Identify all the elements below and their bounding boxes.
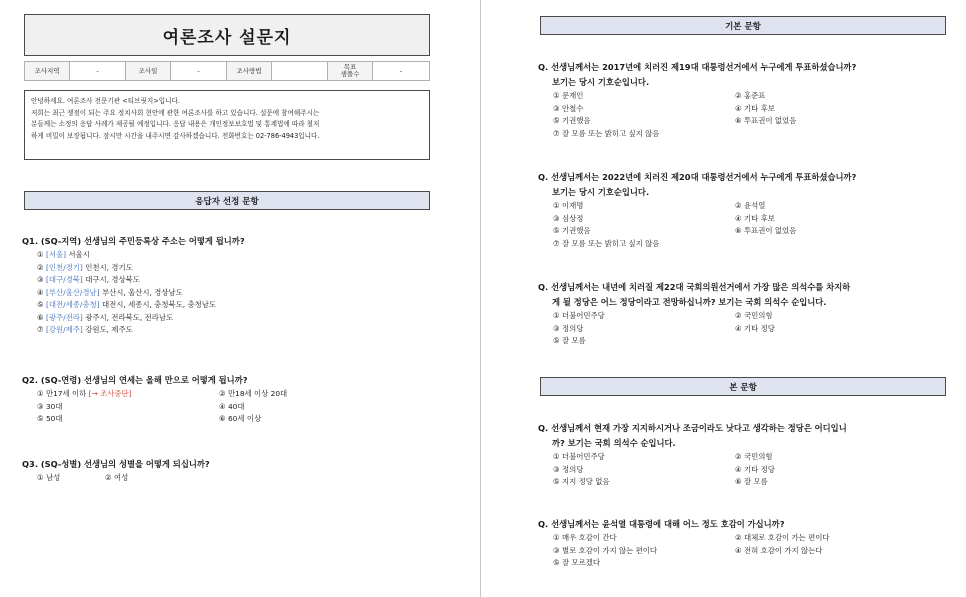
question-text: Q3. (SQ-성별) 선생님의 성별을 어떻게 되십니까? (22, 459, 210, 469)
survey-page-right (502, 0, 966, 597)
stop-survey-label: [→ 조사중단] (88, 389, 132, 398)
option-item: ③ 정의당 (553, 464, 584, 474)
option-item: ④ 기타 후보 (735, 103, 775, 113)
option-code: [강원/제주] (46, 325, 83, 334)
option-item: ⑦ 잘 모름 또는 밝히고 싶지 않음 (553, 128, 660, 138)
page-divider (480, 0, 481, 597)
section-header-screening (24, 191, 430, 210)
option-row (553, 532, 917, 545)
option-item: ④ 기타 후보 (735, 213, 775, 223)
option-item: ③ 30대 (37, 401, 63, 411)
option-row (553, 464, 917, 477)
option-item: ② 국민의힘 (735, 311, 773, 320)
survey-info-table (24, 61, 430, 81)
option-list (22, 249, 245, 337)
option-row (553, 310, 917, 323)
option-list (22, 472, 287, 485)
question-text: Q. 선생님께서는 2022년에 치러진 제20대 대통령선거에서 누구에게 투표하셨습니까? (538, 172, 857, 182)
intro-line: 안녕하세요. 여론조사 전문기관 <티브릿지>입니다. (31, 97, 180, 105)
option-item: ① 문재인 (553, 91, 584, 100)
question-text-cont: 보기는 당시 기호순입니다. (552, 187, 650, 197)
option-item: ⑥ 투표권이 없었음 (735, 116, 797, 125)
option-row (37, 401, 401, 414)
option-row (37, 413, 401, 426)
option-item: ② 국민의힘 (735, 452, 773, 461)
intro-line: 저희는 최근 쟁점이 되는 주요 정치사회 현안에 관한 여론조사를 하고 있습니다. 설문에 참여해주시는 (31, 108, 320, 117)
question-text-cont: 보기는 당시 기호순입니다. (552, 77, 650, 87)
option-row (553, 213, 917, 226)
option-item: ④ [부산/울산/경남] 부산시, 울산시, 경상남도 (37, 287, 183, 297)
option-row (553, 476, 917, 489)
option-item: ⑥ [광주/전라] 광주시, 전라북도, 전라남도 (37, 312, 174, 322)
option-code: [대구/경북] (46, 275, 83, 284)
info-label-sample-line2: 샘플수 (340, 70, 360, 78)
option-item: ⑤ [대전/세종/충청] 대전시, 세종시, 충청북도, 충청남도 (37, 300, 217, 309)
option-item: ② 윤석열 (735, 201, 766, 210)
question-q1 (22, 234, 245, 337)
info-label-date: 조사일 (126, 62, 171, 80)
option-code: [부산/울산/경남] (46, 287, 100, 297)
option-item: ⑤ 50대 (37, 414, 63, 423)
section-title: 기본 문항 (725, 21, 761, 32)
question-q3 (22, 457, 287, 485)
option-row (37, 388, 401, 401)
option-list (538, 90, 917, 140)
option-row (553, 200, 917, 213)
info-label-region: 조사지역 (25, 62, 70, 80)
option-item: ⑦ [강원/제주] 강원도, 제주도 (37, 325, 133, 334)
option-item: ④ 40대 (219, 401, 245, 411)
option-row (553, 103, 917, 116)
option-row (553, 225, 917, 238)
option-item: ③ 정의당 (553, 323, 584, 333)
option-item: ④ 기타 정당 (735, 464, 775, 474)
option-item: ① 만17세 이하 [→ 조사중단] (37, 389, 132, 398)
option-item: ① 더불어민주당 (553, 452, 605, 461)
option-item: ⑤ 지지 정당 없음 (553, 477, 610, 486)
info-label-method: 조사방법 (227, 62, 272, 80)
section-header-main (540, 377, 946, 396)
info-value-region: - (70, 62, 126, 80)
option-item: ⑥ 투표권이 없었음 (735, 226, 797, 235)
option-item: ③ 심상정 (553, 213, 584, 223)
question-text: Q2. (SQ-연령) 선생님의 연세는 올해 만으로 어떻게 됩니까? (22, 375, 248, 385)
section-header-basic (540, 16, 946, 35)
option-code: [서울] (46, 250, 67, 259)
question-text-cont: 까? 보기는 국회 의석수 순입니다. (552, 438, 676, 448)
question-president-favor (538, 517, 917, 570)
option-code: [인천/경기] (46, 262, 83, 272)
option-item: ④ 전혀 호감이 가지 않는다 (735, 545, 823, 555)
option-list (538, 310, 917, 348)
option-code: [대전/세종/충청] (46, 300, 100, 309)
option-list (22, 388, 401, 426)
section-title: 응답자 선정 문항 (195, 196, 259, 207)
info-value-sample: - (399, 66, 403, 75)
option-item: ⑥ 잘 모름 (735, 477, 768, 486)
option-list (538, 200, 917, 250)
question-q2 (22, 373, 401, 426)
question-text: Q. 선생님께서는 내년에 치러질 제22대 국회의원선거에서 가장 많은 의석수를 차지하 (538, 282, 851, 292)
question-text-cont: 게 될 정당은 어느 정당이라고 전망하십니까? 보기는 국회 의석수 순입니다. (552, 297, 827, 307)
survey-page-left (0, 0, 470, 597)
option-row (553, 115, 917, 128)
page-gutter (470, 0, 502, 597)
option-item: ② 만18세 이상 20대 (219, 389, 288, 398)
option-item: ① 남성 (37, 473, 61, 482)
question-text: Q. 선생님께서는 2017년에 치러진 제19대 대통령선거에서 누구에게 투표하셨습니까? (538, 62, 857, 72)
option-item: ③ [대구/경북] 대구시, 경상북도 (37, 275, 140, 284)
option-item: ② 대체로 호감이 가는 편이다 (735, 533, 830, 542)
info-value-method (272, 62, 328, 80)
option-item: ③ 별로 호감이 가지 않는 편이다 (553, 545, 658, 555)
option-item: ② [인천/경기] 인천시, 경기도 (37, 262, 133, 272)
option-item: ⑦ 잘 모름 또는 밝히고 싶지 않음 (553, 238, 660, 248)
option-row (553, 90, 917, 103)
option-row (553, 545, 917, 558)
question-vote-19th (538, 60, 917, 140)
option-list (538, 451, 917, 489)
option-row (37, 472, 287, 485)
section-title: 본 문항 (729, 382, 757, 393)
option-item: ⑥ 60세 이상 (219, 414, 262, 423)
option-item: ⑤ 잘 모름 (553, 336, 586, 345)
option-row (553, 451, 917, 464)
question-text: Q1. (SQ-지역) 선생님의 주민등록상 주소는 어떻게 됩니까? (22, 236, 245, 246)
question-forecast-22nd (538, 280, 917, 348)
option-item: ① 매우 호감이 간다 (553, 533, 617, 542)
survey-title-box (24, 14, 430, 56)
option-item: ⑤ 기권했음 (553, 116, 591, 125)
intro-box (24, 90, 430, 160)
intro-line: 하게 비밀이 보장됩니다. 잠시만 시간을 내주시면 감사하겠습니다. 전화번호는 02-786-4943입니다. (31, 131, 320, 140)
question-vote-20th (538, 170, 917, 250)
option-code: [광주/전라] (46, 312, 83, 322)
info-value-date: - (171, 62, 227, 80)
option-item: ⑤ 기권했음 (553, 226, 591, 235)
option-row (553, 323, 917, 336)
option-item: ① 이재명 (553, 201, 584, 210)
question-party-support (538, 421, 917, 489)
option-item: ① [서울] 서울시 (37, 250, 90, 259)
option-item: ② 여성 (105, 473, 129, 482)
question-text: Q. 선생님께서는 윤석열 대통령에 대해 어느 정도 호감이 가십니까? (538, 519, 785, 529)
intro-line: 분들께는 소정의 응답 사례가 제공될 예정입니다. 응답 내용은 개인정보보호법 및 통계법에 따라 철저 (31, 120, 320, 128)
option-list (538, 532, 917, 570)
survey-title: 여론조사 설문지 (162, 27, 292, 48)
option-item: ② 홍준표 (735, 91, 766, 100)
option-item: ③ 안철수 (553, 103, 584, 113)
info-label-sample-line1: 목표 (343, 63, 357, 72)
info-label-sample (328, 62, 373, 80)
option-item: ④ 기타 정당 (735, 323, 775, 333)
question-text: Q. 선생님께서 현재 가장 지지하시거나 조금이라도 낫다고 생각하는 정당은 어디입니 (538, 423, 847, 433)
option-item: ⑤ 잘 모르겠다 (553, 558, 601, 567)
option-item: ① 더불어민주당 (553, 311, 605, 320)
